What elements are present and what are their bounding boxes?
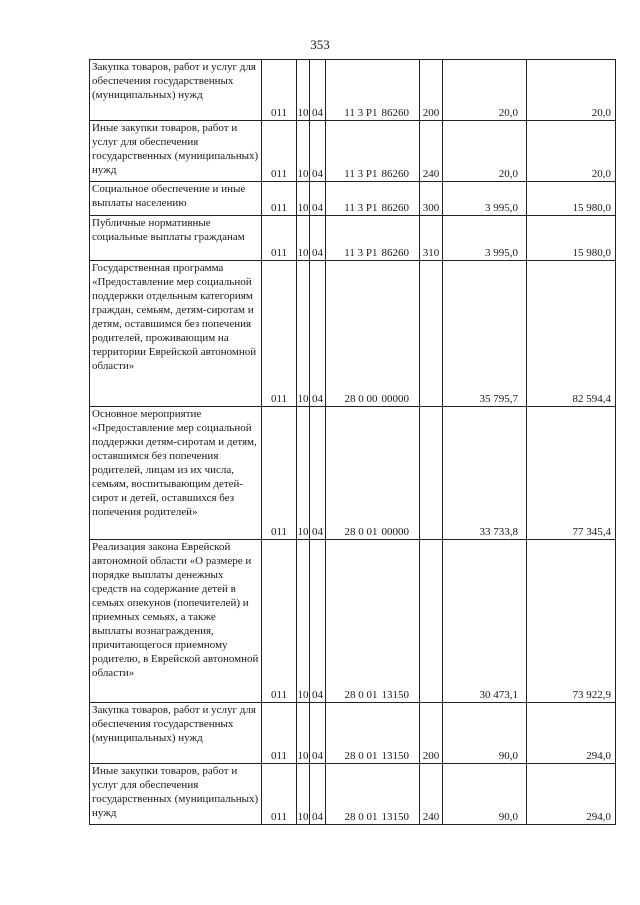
expense-type: 240 [420,121,443,182]
target-code: 13150 [380,764,420,825]
page-number: 353 [310,37,330,52]
ministry-code: 011 [262,60,297,121]
target-article: 11 3 Р1 [326,121,380,182]
row-name-cell [90,182,262,216]
row-name-cell [90,261,262,407]
sum-year-2: 294,0 [527,703,616,764]
target-code: 86260 [380,216,420,261]
subsection-code: 04 [310,261,326,407]
section-code: 10 [297,182,310,216]
sum-year-1: 20,0 [443,121,527,182]
expense-type: 240 [420,764,443,825]
ministry-code: 011 [262,121,297,182]
sum-year-2: 15 980,0 [527,182,616,216]
row-name: Реализация закона Еврейской автономной области «О размере и порядке выплаты денежных средств на содержание детей в семьях опекунов (попечителей) и приемных семьях, а также выплаты вознаграждения, причитающегося приемному родителю, в Еврейской автономной области» [92,541,259,679]
row-name-cell [90,540,262,703]
target-article: 28 0 01 [326,764,380,825]
expense-type: 200 [420,703,443,764]
row-name: Публичные нормативные социальные выплаты гражданам [92,217,245,243]
table-row [90,703,616,764]
target-code: 86260 [380,121,420,182]
ministry-code: 011 [262,407,297,540]
subsection-code: 04 [310,60,326,121]
sum-year-2: 294,0 [527,764,616,825]
section-code: 10 [297,540,310,703]
row-name: Основное мероприятие «Предоставление мер социальной поддержки детям-сиротам и детям, оставшимся без попечения родителей, лицам из их числа, семьям, воспитывающим детей-сирот и детей, оставшихся без попечения родителей» [92,408,257,518]
section-code: 10 [297,764,310,825]
row-name-cell [90,121,262,182]
expense-type [420,407,443,540]
table-row [90,261,616,407]
ministry-code: 011 [262,182,297,216]
expense-type: 300 [420,182,443,216]
target-article: 28 0 01 [326,407,380,540]
row-name: Социальное обеспечение и иные выплаты населению [92,183,246,209]
target-code: 13150 [380,703,420,764]
row-name-cell [90,60,262,121]
target-article: 28 0 01 [326,540,380,703]
expense-type [420,261,443,407]
subsection-code: 04 [310,407,326,540]
row-name: Иные закупки товаров, работ и услуг для обеспечения государственных (муниципальных) нужд [92,765,259,819]
row-name-cell [90,703,262,764]
ministry-code: 011 [262,540,297,703]
sum-year-1: 33 733,8 [443,407,527,540]
subsection-code: 04 [310,182,326,216]
table-row [90,182,616,216]
table-row [90,540,616,703]
table-row [90,121,616,182]
target-code: 00000 [380,261,420,407]
section-code: 10 [297,261,310,407]
sum-year-2: 82 594,4 [527,261,616,407]
budget-table [89,59,616,825]
table-row [90,407,616,540]
section-code: 10 [297,121,310,182]
sum-year-1: 35 795,7 [443,261,527,407]
row-name-cell [90,764,262,825]
ministry-code: 011 [262,703,297,764]
sum-year-1: 90,0 [443,703,527,764]
sum-year-1: 90,0 [443,764,527,825]
expense-type: 310 [420,216,443,261]
sum-year-1: 20,0 [443,60,527,121]
subsection-code: 04 [310,121,326,182]
section-code: 10 [297,407,310,540]
section-code: 10 [297,216,310,261]
subsection-code: 04 [310,540,326,703]
section-code: 10 [297,60,310,121]
row-name: Закупка товаров, работ и услуг для обеспечения государственных (муниципальных) нужд [92,61,256,101]
sum-year-1: 3 995,0 [443,182,527,216]
target-article: 28 0 00 [326,261,380,407]
row-name: Закупка товаров, работ и услуг для обеспечения государственных (муниципальных) нужд [92,704,256,744]
target-code: 86260 [380,182,420,216]
target-code: 13150 [380,540,420,703]
ministry-code: 011 [262,261,297,407]
sum-year-2: 15 980,0 [527,216,616,261]
table-row [90,216,616,261]
expense-type [420,540,443,703]
ministry-code: 011 [262,764,297,825]
target-article: 11 3 Р1 [326,60,380,121]
row-name: Иные закупки товаров, работ и услуг для обеспечения государственных (муниципальных) нужд [92,122,259,176]
sum-year-2: 20,0 [527,121,616,182]
section-code: 10 [297,703,310,764]
expense-type: 200 [420,60,443,121]
target-code: 86260 [380,60,420,121]
row-name-cell [90,407,262,540]
sum-year-2: 20,0 [527,60,616,121]
target-article: 11 3 Р1 [326,216,380,261]
target-article: 28 0 01 [326,703,380,764]
table-row [90,764,616,825]
row-name: Государственная программа «Предоставление мер социальной поддержки отдельным категориям граждан, семьям, детям-сиротам и детям, оставшимся без попечения родителей, проживающим на территории Еврейской автономной области» [92,262,257,372]
sum-year-2: 77 345,4 [527,407,616,540]
row-name-cell [90,216,262,261]
sum-year-2: 73 922,9 [527,540,616,703]
target-article: 11 3 Р1 [326,182,380,216]
ministry-code: 011 [262,216,297,261]
target-code: 00000 [380,407,420,540]
subsection-code: 04 [310,216,326,261]
sum-year-1: 3 995,0 [443,216,527,261]
subsection-code: 04 [310,764,326,825]
sum-year-1: 30 473,1 [443,540,527,703]
table-row [90,60,616,121]
subsection-code: 04 [310,703,326,764]
